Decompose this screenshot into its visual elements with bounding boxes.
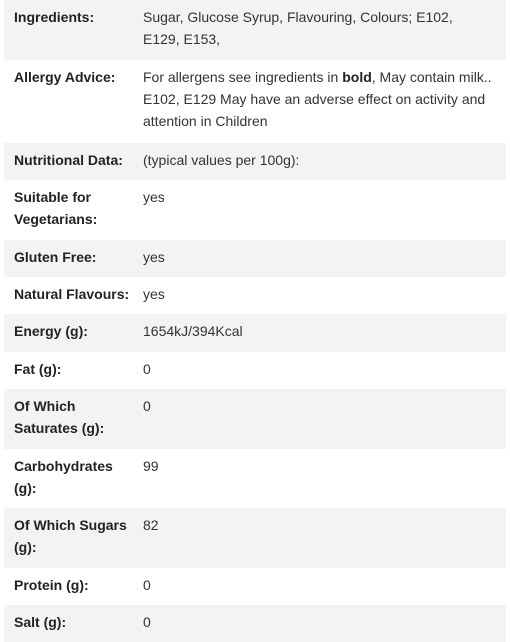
spec-label: Natural Flavours:: [14, 286, 130, 302]
spec-value: (typical values per 100g):: [143, 143, 506, 180]
spec-value: [143, 60, 506, 143]
spec-label: Of Which Saturates (g):: [4, 389, 143, 449]
spec-value: 99: [143, 458, 159, 474]
allergy-text-before: For allergens see ingredients in: [143, 69, 343, 85]
spec-row-fat: [4, 352, 506, 389]
spec-value: 0: [143, 605, 506, 642]
spec-label: Gluten Free:: [4, 240, 143, 277]
spec-row-protein: [4, 568, 506, 605]
spec-value: 1654kJ/394Kcal: [143, 314, 506, 352]
spec-row-allergy-advice: [4, 60, 506, 143]
spec-label: Protein (g):: [14, 577, 89, 593]
spec-row-gluten-free: [4, 240, 506, 277]
spec-label: Fat (g):: [14, 361, 62, 377]
spec-value: Sugar, Glucose Syrup, Flavouring, Colours; E102, E129, E153,: [143, 0, 506, 60]
spec-row-natural-flavours: [4, 277, 506, 314]
spec-label: Ingredients:: [4, 0, 143, 60]
spec-value: 0: [143, 361, 151, 377]
spec-row-saturates: [4, 389, 506, 449]
spec-value: 82: [143, 508, 506, 568]
spec-label: Energy (g):: [4, 314, 143, 352]
spec-row-nutritional-data: [4, 143, 506, 180]
product-spec-table: [4, 0, 506, 642]
spec-row-salt: [4, 605, 506, 642]
spec-value: 0: [143, 577, 151, 593]
spec-label: Carbohydrates (g):: [14, 458, 113, 496]
spec-label: Suitable for Vegetarians:: [14, 189, 98, 227]
spec-value: yes: [143, 240, 506, 277]
spec-label: Of Which Sugars (g):: [4, 508, 143, 568]
spec-label: Salt (g):: [4, 605, 143, 642]
spec-row-carbohydrates: [4, 449, 506, 508]
allergy-text-bold: bold: [342, 69, 372, 85]
allergy-text-after: , May contain milk.. E102, E129 May have an adverse effect on activity and attention in Children: [143, 69, 492, 129]
spec-row-sugars: [4, 508, 506, 568]
spec-label: Nutritional Data:: [4, 143, 143, 180]
spec-row-energy: [4, 314, 506, 352]
spec-value: 0: [143, 389, 506, 449]
spec-row-ingredients: [4, 0, 506, 60]
spec-value: yes: [143, 189, 165, 205]
spec-row-vegetarian: [4, 180, 506, 240]
spec-value: yes: [143, 286, 165, 302]
spec-label: Allergy Advice:: [14, 69, 116, 85]
